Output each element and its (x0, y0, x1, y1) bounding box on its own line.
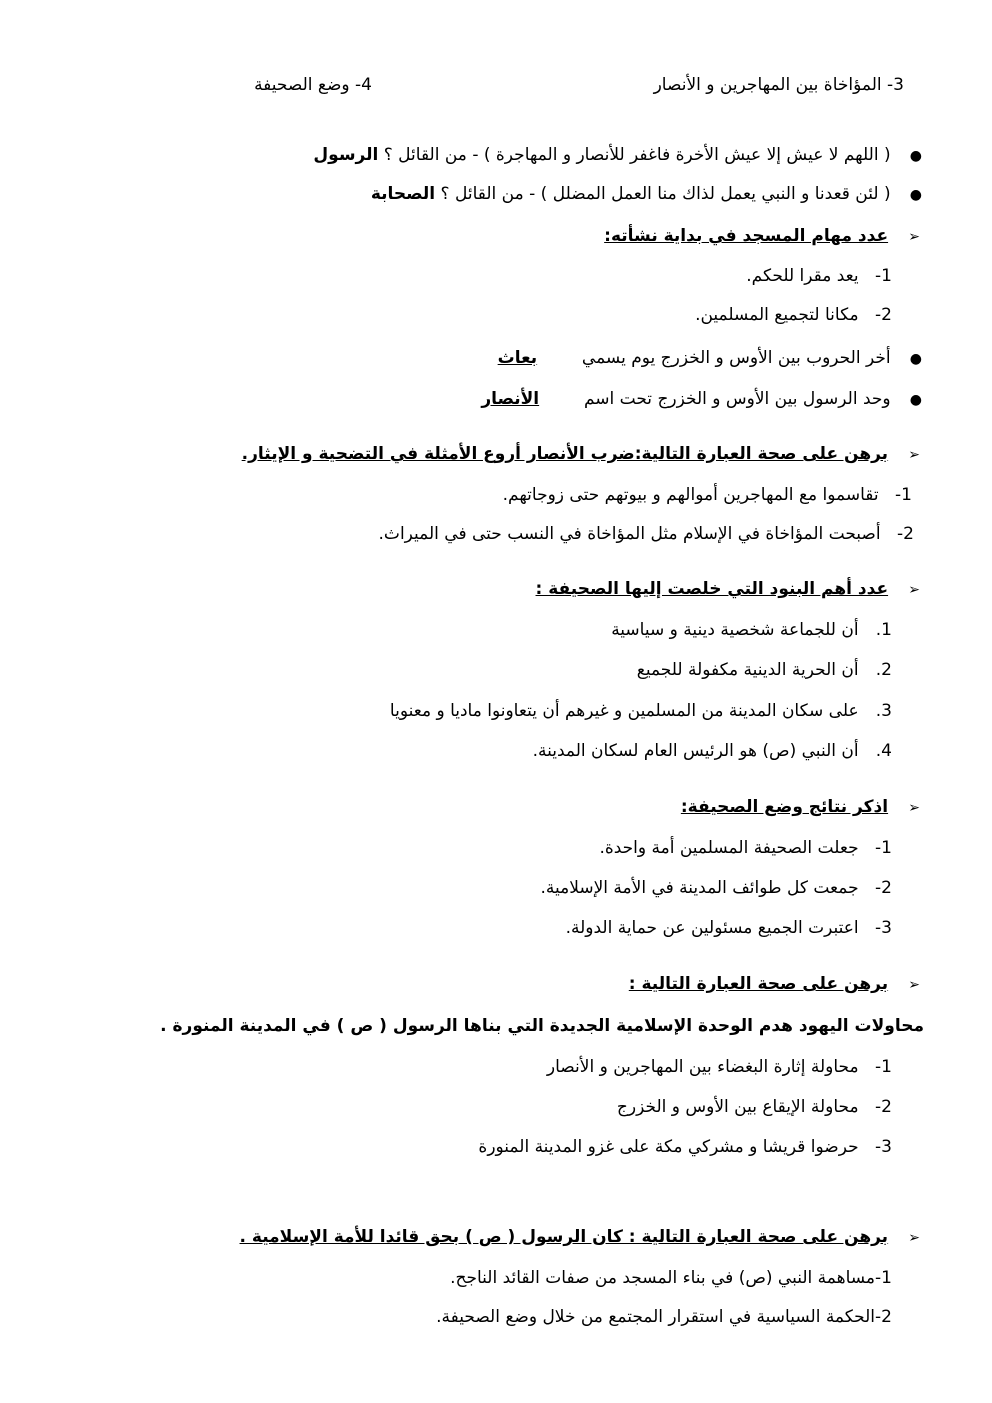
quote-answer: الرسول (313, 145, 379, 165)
section-heading-ansar (242, 442, 920, 467)
item-number: 1- (875, 1268, 892, 1288)
topic-3-label: 3- المؤاخاة بين المهاجرين و الأنصار (653, 75, 904, 95)
heading-text: برهن على صحة العبارة التالية:ضرب الأنصار أروع الأمثلة في التضحية و الإيثار. (241, 444, 889, 464)
item-text: مكانا لتجميع المسلمين. (695, 305, 859, 325)
quote-item (371, 182, 922, 207)
item-text: محاولة إثارة البغضاء بين المهاجرين و الأنصار (546, 1057, 859, 1077)
item-number: 3- (875, 1137, 892, 1157)
list-item (746, 264, 892, 288)
item-text: جمعت كل طوائف المدينة في الأمة الإسلامية. (540, 878, 859, 898)
item-number: 2. (875, 660, 892, 680)
list-item (379, 522, 914, 546)
section-heading-results (681, 795, 920, 820)
arrow-bullet-icon: ➢ (908, 229, 920, 245)
list-item (566, 916, 892, 940)
arrow-bullet-icon: ➢ (908, 447, 920, 463)
item-number: 3. (875, 701, 892, 721)
bullet-icon: ● (909, 148, 922, 164)
heading-text: اذكر نتائج وضع الصحيفة: (680, 797, 889, 817)
item-text: جعلت الصحيفة المسلمين أمة واحدة. (599, 838, 859, 858)
item-text: الحكمة السياسية في استقرار المجتمع من خلال وضع الصحيفة. (436, 1307, 876, 1327)
topic-4-label: 4- وضع الصحيفة (254, 75, 372, 95)
item-text: أصبحت المؤاخاة في الإسلام مثل المؤاخاة في النسب حتى في الميراث. (378, 524, 881, 544)
item-number: 1- (875, 838, 892, 858)
item-number: 2- (897, 524, 914, 544)
fact-item (498, 346, 922, 371)
heading-text: برهن على صحة العبارة التالية : (628, 974, 889, 994)
item-text: حرضوا قريشا و مشركي مكة على غزو المدينة المنورة (478, 1137, 859, 1157)
fact-answer: الأنصار (481, 389, 540, 409)
list-item (533, 739, 892, 763)
heading-text: عدد مهام المسجد في بداية نشأته: (604, 226, 889, 246)
list-item (599, 836, 892, 860)
list-item (478, 1135, 892, 1159)
list-item (503, 483, 912, 507)
item-number: 2- (875, 305, 892, 325)
heading-text: برهن على صحة العبارة التالية : كان الرسول ( ص ) بحق قائدا للأمة الإسلامية . (239, 1227, 889, 1247)
section-heading-clauses (536, 577, 920, 602)
list-item (547, 1055, 892, 1079)
item-text: أن الحرية الدينية مكفولة للجميع (636, 660, 859, 680)
heading-text: عدد أهم البنود التي خلصت إليها الصحيفة : (535, 579, 889, 599)
item-text: مساهمة النبي (ص) في بناء المسجد من صفات القائد الناجح. (450, 1268, 876, 1288)
item-number: 3- (875, 918, 892, 938)
fact-answer: بعاث (497, 348, 538, 368)
list-item (436, 1305, 892, 1329)
item-text: أن للجماعة شخصية دينية و سياسية (611, 620, 859, 640)
quote-text: ( اللهم لا عيش إلا عيش الأخرة فاغفر للأنصار و المهاجرة ) - من القائل ؟ (383, 145, 891, 165)
list-item (617, 1095, 892, 1119)
item-number: 2- (875, 878, 892, 898)
bullet-icon: ● (909, 392, 922, 408)
quote-answer: الصحابة (370, 184, 436, 204)
bullet-icon: ● (909, 351, 922, 367)
item-text: تقاسموا مع المهاجرين أموالهم و بيوتهم حتى زوجاتهم. (502, 485, 879, 505)
item-text: محاولة الإيقاع بين الأوس و الخزرج (616, 1097, 859, 1117)
fact-item (481, 387, 922, 412)
bullet-icon: ● (909, 187, 922, 203)
arrow-bullet-icon: ➢ (908, 1230, 920, 1246)
item-number: 4. (875, 741, 892, 761)
list-item (637, 658, 892, 682)
item-text: أن النبي (ص) هو الرئيس العام لسكان المدينة. (532, 741, 859, 761)
section-heading-leader (240, 1225, 920, 1250)
item-number: 1- (895, 485, 912, 505)
list-item (450, 1266, 892, 1290)
fact-text: أخر الحروب بين الأوس و الخزرج يوم يسمي (581, 348, 891, 368)
fact-text: وحد الرسول بين الأوس و الخزرج تحت اسم (583, 389, 891, 409)
item-text: على سكان المدينة من المسلمين و غيرهم أن يتعاونوا ماديا و معنويا (389, 701, 859, 721)
section-heading-jews (629, 972, 920, 997)
item-number: 2- (875, 1307, 892, 1327)
item-number: 1. (875, 620, 892, 640)
item-text: اعتبرت الجميع مسئولين عن حماية الدولة. (565, 918, 859, 938)
arrow-bullet-icon: ➢ (908, 977, 920, 993)
arrow-bullet-icon: ➢ (908, 800, 920, 816)
item-number: 1- (875, 1057, 892, 1077)
quote-item (313, 143, 922, 168)
list-item (611, 618, 892, 642)
item-number: 2- (875, 1097, 892, 1117)
list-item (695, 303, 892, 327)
list-item (390, 699, 892, 723)
item-text: يعد مقرا للحكم. (746, 266, 859, 286)
section-heading-mosque (604, 224, 920, 249)
statement-text: محاولات اليهود هدم الوحدة الإسلامية الجديدة التي بناها الرسول ( ص ) في المدينة المنورة . (160, 1016, 924, 1036)
quote-text: ( لئن قعدنا و النبي يعمل لذاك منا العمل المضلل ) - من القائل ؟ (440, 184, 891, 204)
arrow-bullet-icon: ➢ (908, 582, 920, 598)
list-item (540, 876, 892, 900)
item-number: 1- (875, 266, 892, 286)
